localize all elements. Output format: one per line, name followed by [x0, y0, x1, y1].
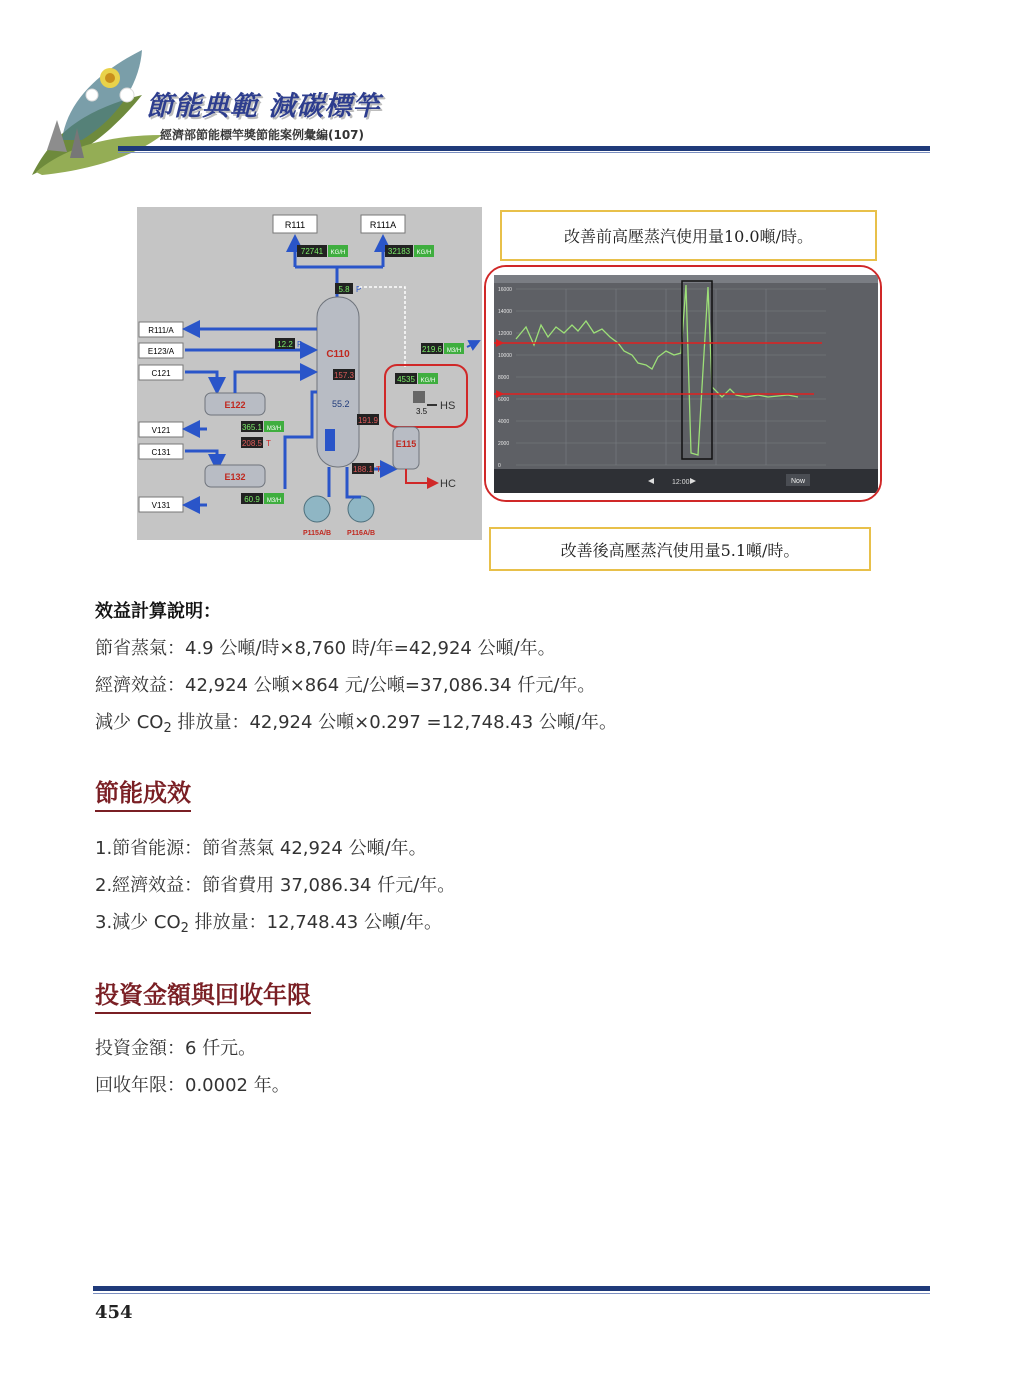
pump-p115	[303, 496, 331, 537]
svg-text:M3/H: M3/H	[266, 498, 282, 504]
column-c110	[317, 297, 359, 467]
callout-before-improvement: 改善前高壓蒸汽使用量10.0噸/時。	[500, 210, 877, 261]
svg-text:P: P	[356, 285, 362, 294]
svg-text:T: T	[376, 465, 381, 474]
page-number: 454	[95, 1302, 133, 1323]
brand-title: 節能典範 減碳標竿	[146, 91, 381, 122]
results-item-economic: 2.經濟效益：節省費用 37,086.34 仟元/年。	[95, 875, 456, 896]
y-tick-label: 0	[498, 463, 501, 469]
svg-text:32183: 32183	[387, 247, 411, 256]
reboiler-e115	[393, 427, 419, 469]
svg-text:365.1: 365.1	[241, 423, 263, 432]
tag-v131	[139, 497, 183, 512]
svg-text:KG/H: KG/H	[420, 378, 436, 384]
svg-text:M3/H: M3/H	[446, 348, 462, 354]
y-tick-label: 8000	[498, 375, 510, 381]
tag-c131	[139, 444, 183, 459]
trend-now-button: Now	[791, 478, 806, 485]
svg-text:3.5: 3.5	[416, 407, 428, 416]
svg-text:208.5: 208.5	[241, 439, 263, 448]
svg-text:60.9: 60.9	[244, 495, 260, 504]
svg-text:C110: C110	[326, 349, 350, 360]
svg-text:72741: 72741	[300, 247, 324, 256]
svg-text:5.8: 5.8	[338, 285, 350, 294]
svg-text:R111/A: R111/A	[148, 326, 174, 335]
y-tick-label: 2000	[498, 441, 510, 447]
brand-subtitle: 經濟部節能標竿獎節能案例彙編(107)	[160, 128, 365, 142]
tag-r111	[273, 215, 317, 233]
svg-text:M3/H: M3/H	[266, 426, 282, 432]
tag-e123-a	[139, 343, 183, 358]
svg-text:P115A/B: P115A/B	[302, 530, 332, 537]
y-tick-label: 12000	[498, 331, 512, 337]
heat-exchanger-e122	[205, 393, 265, 415]
svg-text:C121: C121	[151, 369, 171, 378]
svg-text:E123/A: E123/A	[147, 347, 175, 356]
svg-text:E122: E122	[224, 400, 246, 410]
tag-r111a	[361, 215, 405, 233]
calc-line-economic: 經濟效益：42,924 公噸×864 元/公噸=37,086.34 仟元/年。	[95, 675, 596, 696]
svg-text:KG/H: KG/H	[330, 250, 346, 256]
svg-text:T: T	[266, 439, 271, 448]
svg-text:157.3: 157.3	[333, 371, 355, 380]
svg-text:12.2: 12.2	[277, 340, 293, 349]
calc-heading: 效益計算說明：	[95, 601, 221, 622]
svg-text:E132: E132	[224, 472, 246, 482]
svg-text:R111: R111	[284, 220, 306, 230]
results-heading: 節能成效	[95, 773, 191, 812]
svg-text:C131: C131	[151, 448, 171, 457]
y-tick-label: 14000	[498, 309, 512, 315]
svg-text:KG/H: KG/H	[416, 250, 432, 256]
results-item-energy: 1.節省能源：節省蒸氣 42,924 公噸/年。	[95, 838, 427, 859]
pump-p116	[347, 496, 375, 537]
tag-v121	[139, 422, 183, 437]
svg-text:V131: V131	[151, 501, 171, 510]
investment-amount: 投資金額：6 仟元。	[95, 1038, 257, 1059]
svg-text:HS: HS	[440, 400, 456, 412]
header-divider	[118, 144, 930, 154]
svg-text:P: P	[297, 340, 303, 349]
y-tick-label: 16000	[498, 287, 512, 293]
heat-exchanger-e132	[205, 465, 265, 487]
svg-text:E115: E115	[395, 439, 417, 449]
calc-line-co2: 減少 $CO_2$ 排放量：42,924 公噸×0.297 =12,748.43 公噸/年。	[95, 712, 617, 736]
svg-text:V121: V121	[151, 426, 171, 435]
svg-text:P116A/B: P116A/B	[346, 530, 376, 537]
callout-after-improvement: 改善後高壓蒸汽使用量5.1噸/時。	[489, 527, 871, 571]
y-tick-label: 10000	[498, 353, 512, 359]
tag-r111-a	[139, 322, 183, 337]
calc-line-steam: 節省蒸氣：4.9 公噸/時×8,760 時/年=42,924 公噸/年。	[95, 638, 556, 659]
trend-nav-time: 12:00	[672, 479, 690, 486]
svg-text:55.2: 55.2	[332, 399, 350, 409]
svg-text:HC: HC	[440, 478, 456, 490]
svg-text:191.9: 191.9	[357, 416, 379, 425]
svg-text:219.6: 219.6	[421, 345, 443, 354]
steam-trend-chart	[484, 265, 882, 502]
svg-text:R111A: R111A	[369, 220, 397, 230]
footer-divider	[93, 1286, 930, 1296]
y-tick-label: 4000	[498, 419, 510, 425]
tag-c121	[139, 365, 183, 380]
scada-diagram	[137, 207, 482, 540]
process-figure	[137, 207, 882, 572]
y-tick-label: 6000	[498, 397, 510, 403]
payback-period: 回收年限：0.0002 年。	[95, 1075, 290, 1096]
svg-text:4535: 4535	[397, 375, 415, 384]
investment-heading: 投資金額與回收年限	[95, 975, 311, 1014]
svg-text:188.1: 188.1	[352, 465, 374, 474]
results-item-co2: 3.減少 $CO_2$ 排放量：12,748.43 公噸/年。	[95, 912, 443, 936]
